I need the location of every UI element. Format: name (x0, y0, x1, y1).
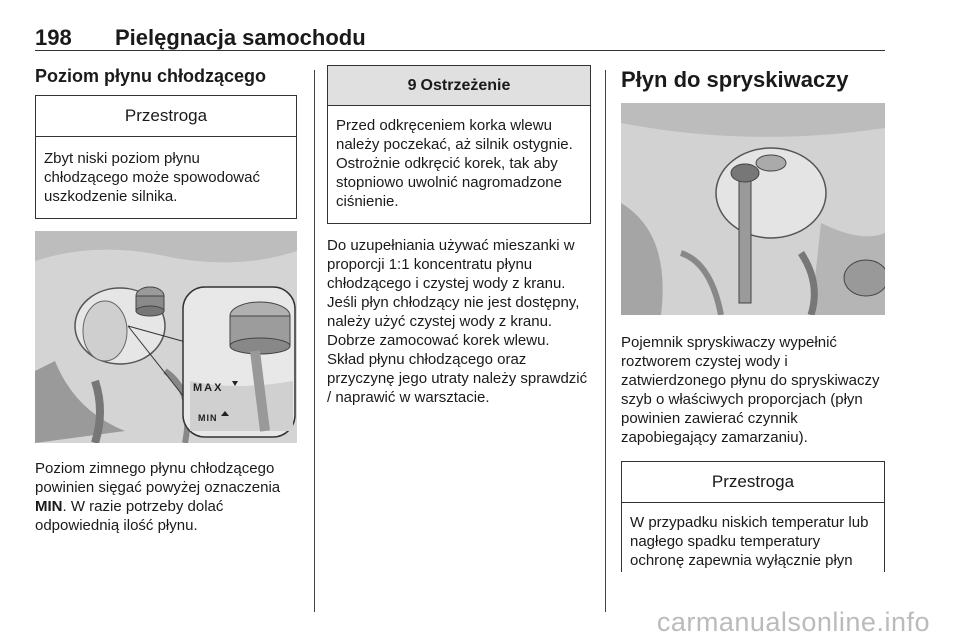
coolant-reservoir-illustration (35, 231, 297, 443)
warning-box (327, 65, 591, 224)
washer-fluid-heading: Płyn do spryskiwaczy (621, 67, 849, 92)
coolant-level-heading: Poziom płynu chłodzącego (35, 66, 267, 86)
caution-title-washer: Przestroga (622, 462, 884, 503)
engine-bay-drawing (35, 231, 297, 443)
refill-instructions-text: Do uzupełniania używać mieszanki w proporcji 1:1 koncentratu płynu chłodzącego i czystej wody z kranu. Jeśli płyn chłodzący nie jest dostępny, należy użyć czystej wody z kranu. Dobrze zamocować korek wlewu. Skład płynu chłodzącego oraz przyczynę jego utraty należy sprawdzić / naprawić w warsztacie. (327, 237, 588, 406)
caution-box-washer (621, 461, 885, 572)
washer-reservoir-illustration (621, 103, 885, 315)
column-divider-1 (314, 70, 315, 612)
column-divider-2 (605, 70, 606, 612)
column-1 (35, 65, 297, 535)
warning-text: Przed odkręceniem korka wlewu należy poczekać, aż silnik ostygnie. Ostrożnie odkręcić korek, tak aby stopniowo uwolnić nagromadzone ciśnienie. (336, 117, 573, 210)
caution-box-coolant (35, 95, 297, 219)
page-title: Pielęgnacja samochodu (115, 25, 366, 50)
warning-triangle-icon: 9 (407, 77, 417, 94)
min-keyword: MIN (35, 498, 63, 515)
page-number: 198 (35, 25, 72, 50)
min-mark-label: MIN (198, 413, 218, 423)
caution-title: Przestroga (36, 96, 296, 137)
washer-fluid-text: Pojemnik spryskiwaczy wypełnić roztworem czystej wody i zatwierdzonego płynu do spryskiwaczy szyb o właściwych proporcjach (płyn powinien zawierać czynnik zapobiegający zamarzaniu). (621, 334, 880, 446)
page-header (35, 20, 885, 51)
warning-header (328, 66, 590, 106)
coolant-level-text: Poziom zimnego płynu chłodzącego powinien sięgać powyżej oznaczenia MIN. W razie potrzeby dolać odpowiednią ilość płynu. (35, 460, 281, 534)
washer-engine-drawing (621, 103, 885, 315)
caution-text: Zbyt niski poziom płynu chłodzącego może spowodować uszkodzenie silnika. (44, 150, 260, 205)
column-3 (621, 65, 885, 572)
caution-text-washer: W przypadku niskich temperatur lub nagłego spadku temperatury ochronę zapewnia wyłącznie płyn (630, 514, 869, 569)
warning-title: Ostrzeżenie (420, 77, 511, 94)
max-mark-label: MAX (193, 382, 224, 394)
column-2 (327, 65, 591, 407)
site-watermark: carmanualsonline.info (656, 607, 930, 637)
